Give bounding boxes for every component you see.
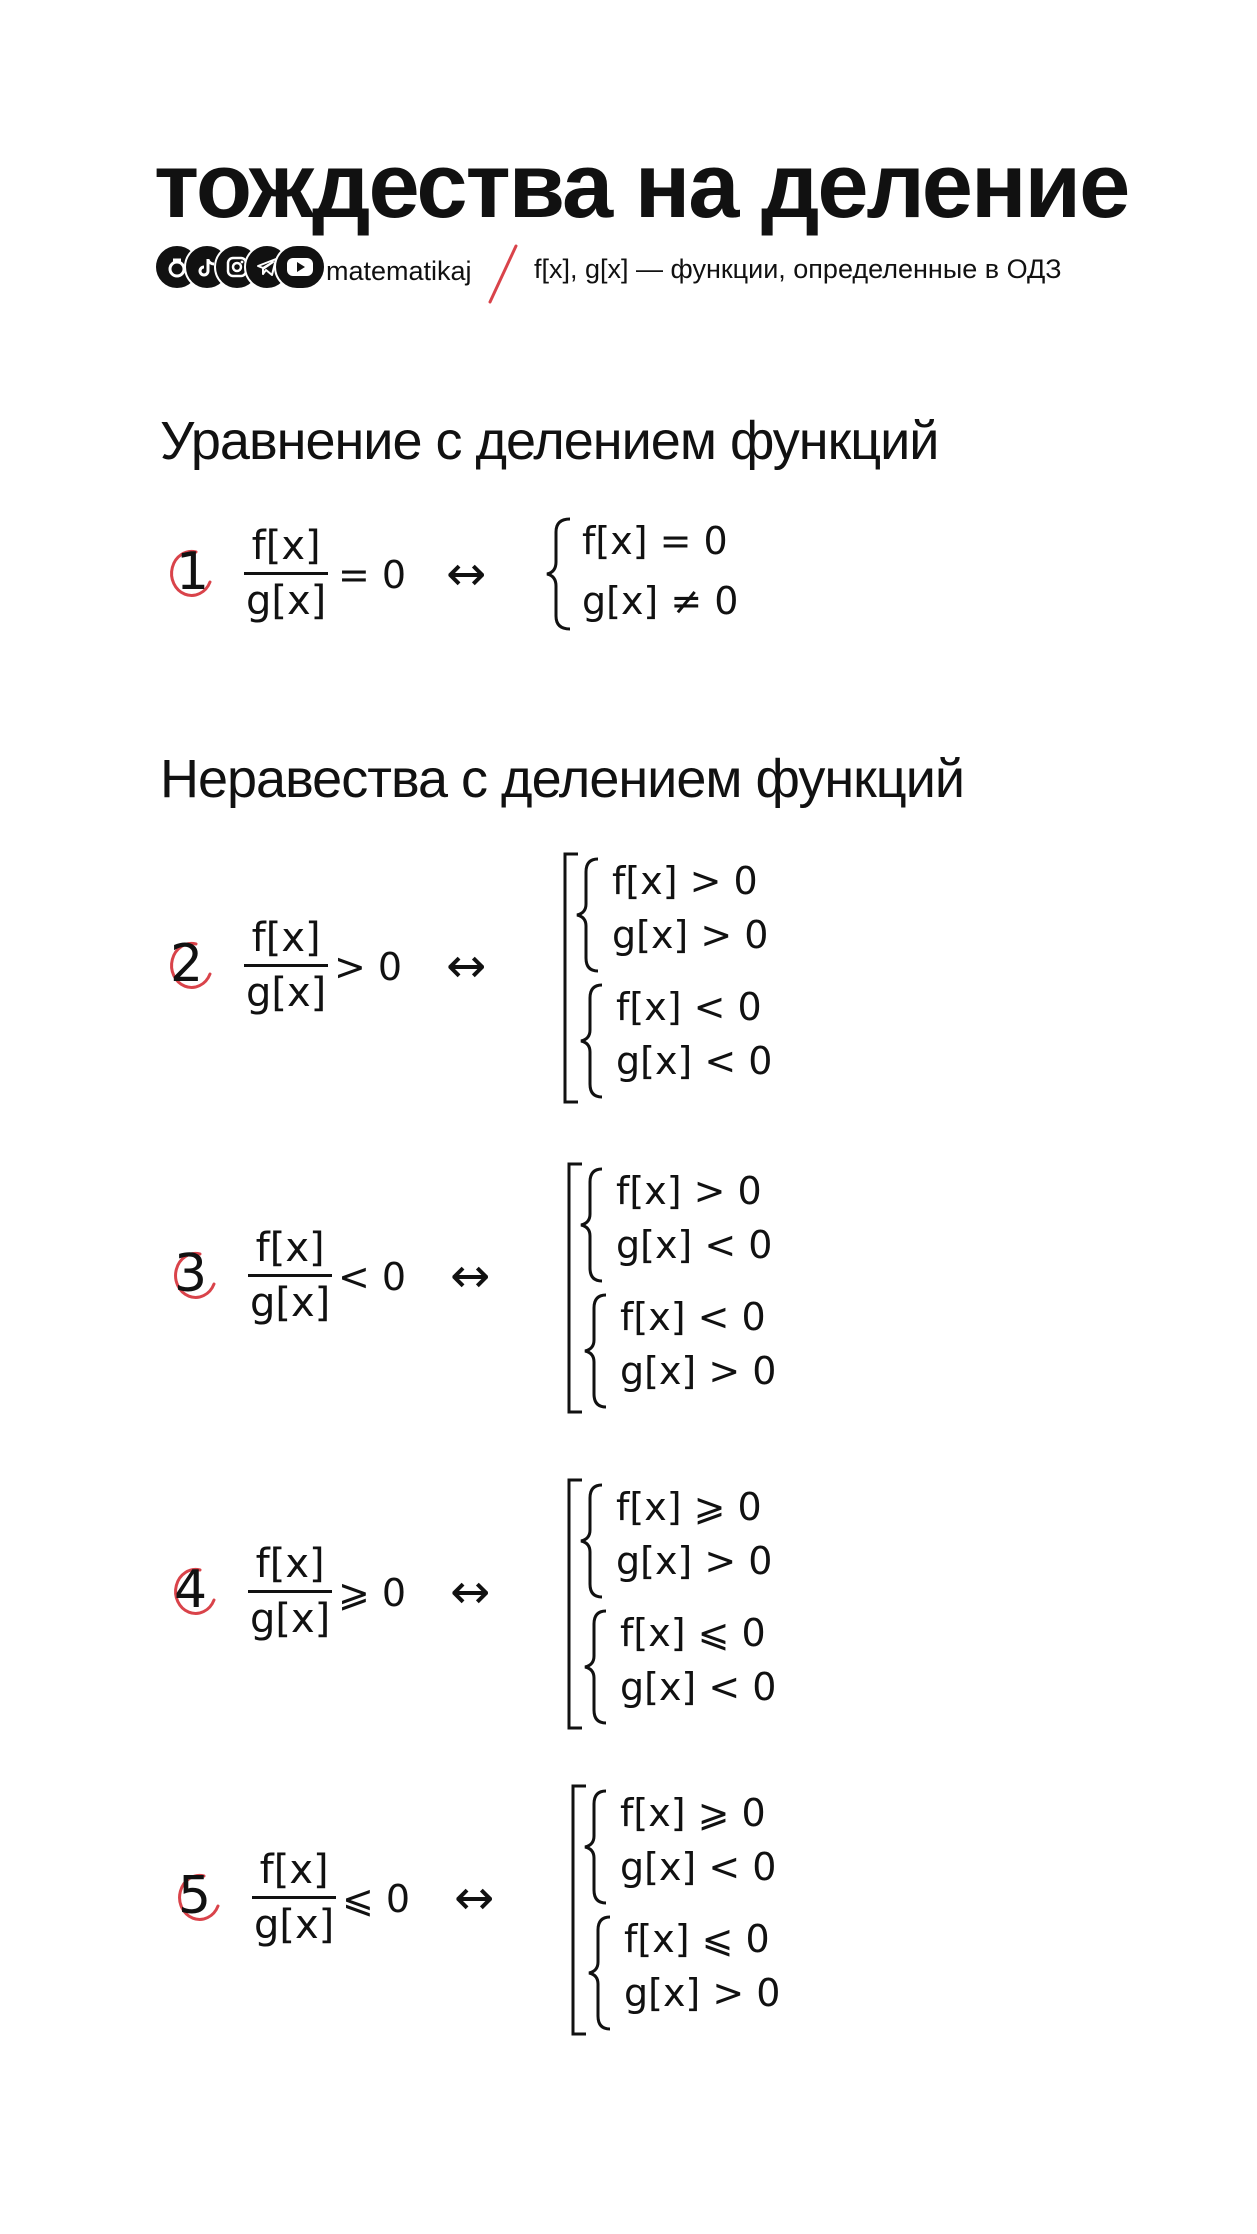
fraction-numerator: f[x]	[251, 915, 321, 961]
case-condition: f[x] ⩽ 0	[624, 1917, 770, 1961]
fraction-numerator: f[x]	[255, 1541, 325, 1587]
fraction-denominator: g[x]	[246, 578, 327, 624]
equivalence-arrow: ↔	[450, 1564, 491, 1620]
case-condition: g[x] > 0	[620, 1349, 777, 1393]
item-number: 5	[178, 1866, 212, 1926]
case-condition: f[x] ⩾ 0	[620, 1791, 766, 1835]
fraction-denominator: g[x]	[246, 970, 327, 1016]
case-condition: f[x] ⩾ 0	[616, 1485, 762, 1529]
case-condition: g[x] > 0	[624, 1971, 781, 2015]
case-condition: g[x] > 0	[616, 1539, 773, 1583]
equivalence-arrow: ↔	[446, 546, 487, 602]
case-condition: g[x] < 0	[620, 1665, 777, 1709]
fraction-denominator: g[x]	[250, 1280, 331, 1326]
system-brace	[578, 1166, 608, 1284]
fraction	[240, 915, 332, 1016]
system-brace	[578, 1482, 608, 1600]
inequality-section-heading: Неравества с делением функций	[160, 749, 965, 809]
fraction-denominator: g[x]	[250, 1596, 331, 1642]
case-condition: f[x] ⩽ 0	[620, 1611, 766, 1655]
item-number: 3	[174, 1244, 208, 1304]
system-brace	[574, 856, 604, 974]
relation: = 0	[338, 553, 407, 597]
fraction-bar	[244, 572, 328, 575]
relation: ⩽ 0	[342, 1877, 411, 1921]
item-number: 4	[174, 1560, 208, 1620]
equivalence-arrow: ↔	[454, 1870, 495, 1926]
fraction-numerator: f[x]	[251, 523, 321, 569]
item-number: 2	[170, 934, 204, 994]
fraction-numerator: f[x]	[255, 1225, 325, 1271]
author-handle[interactable]: matematikaj	[326, 256, 472, 286]
system-condition: g[x] ≠ 0	[582, 579, 739, 623]
relation: > 0	[334, 945, 403, 989]
case-condition: f[x] > 0	[612, 859, 758, 903]
equation-section-heading: Уравнение с делением функций	[160, 411, 939, 471]
case-condition: f[x] < 0	[620, 1295, 766, 1339]
case-condition: g[x] > 0	[612, 913, 769, 957]
system-brace	[578, 982, 608, 1100]
fraction	[244, 1541, 336, 1642]
equivalence-arrow: ↔	[446, 938, 487, 994]
system-brace	[582, 1292, 612, 1410]
fraction-denominator: g[x]	[254, 1902, 335, 1948]
case-condition: g[x] < 0	[616, 1223, 773, 1267]
fraction	[248, 1847, 340, 1948]
header-subtitle: f[x], g[x] — функции, определенные в ОДЗ	[534, 254, 1062, 284]
case-condition: g[x] < 0	[620, 1845, 777, 1889]
fraction-bar	[252, 1896, 336, 1899]
case-condition: f[x] > 0	[616, 1169, 762, 1213]
slash-divider	[486, 244, 520, 304]
relation: < 0	[338, 1255, 407, 1299]
fraction-bar	[244, 964, 328, 967]
item-number: 1	[176, 542, 210, 602]
system-condition: f[x] = 0	[582, 519, 728, 563]
fraction-numerator: f[x]	[259, 1847, 329, 1893]
fraction-bar	[248, 1590, 332, 1593]
fraction	[244, 1225, 336, 1326]
system-brace	[586, 1914, 616, 2032]
system-brace	[544, 516, 576, 632]
equivalence-arrow: ↔	[450, 1248, 491, 1304]
fraction	[240, 523, 332, 624]
case-condition: f[x] < 0	[616, 985, 762, 1029]
page-title: тождества на деление	[154, 135, 1129, 237]
youtube-icon[interactable]	[274, 244, 326, 290]
system-brace	[582, 1608, 612, 1726]
relation: ⩾ 0	[338, 1571, 407, 1615]
fraction-bar	[248, 1274, 332, 1277]
case-condition: g[x] < 0	[616, 1039, 773, 1083]
system-brace	[582, 1788, 612, 1906]
